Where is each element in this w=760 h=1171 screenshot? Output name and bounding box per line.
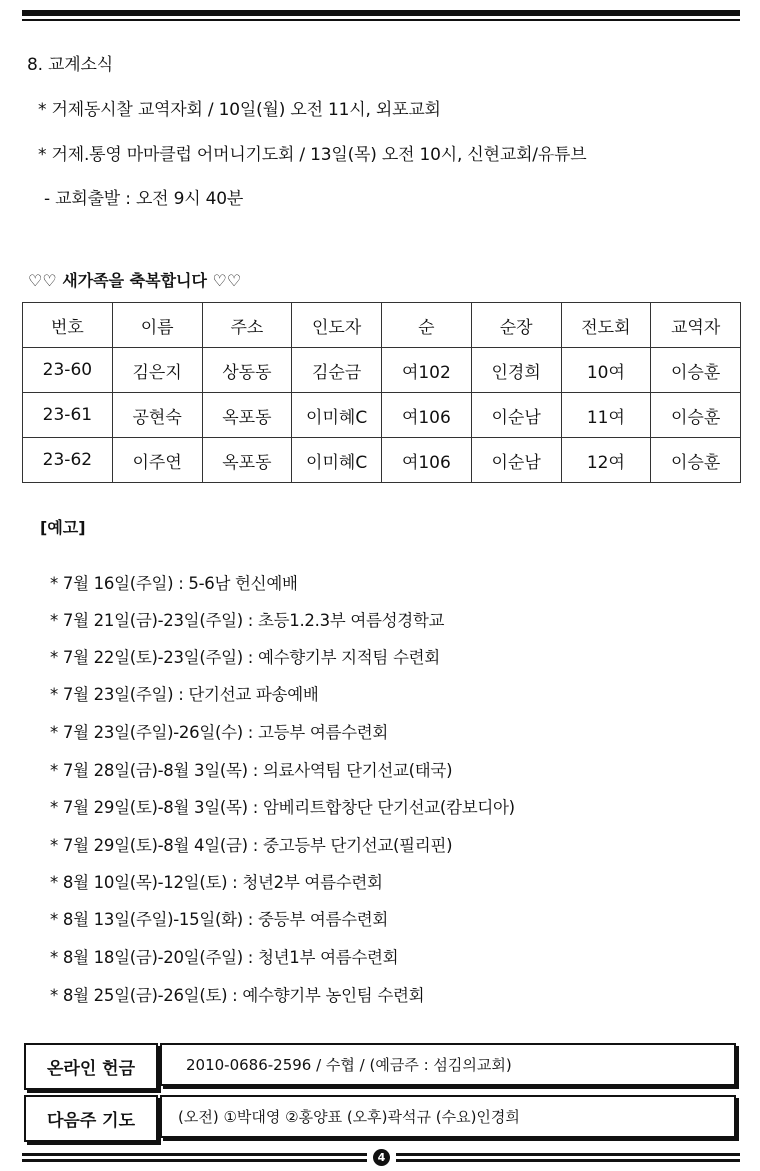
- table-cell: 여102: [382, 348, 472, 393]
- table-cell: 23-61: [23, 393, 113, 438]
- table-cell: 이승훈: [651, 393, 741, 438]
- table-cell: 옥포동: [202, 438, 292, 483]
- bottom-rule-left-2: [22, 1159, 367, 1162]
- table-cell: 이승훈: [651, 438, 741, 483]
- prayer-list: (오전) ①박대영 ②홍양표 (오후)곽석규 (수요)인경희: [160, 1095, 736, 1138]
- table-cell: 상동동: [202, 348, 292, 393]
- table-cell: 김순금: [292, 348, 382, 393]
- schedule-item: * 8월 10일(목)-12일(토) : 청년2부 여름수련회: [50, 873, 383, 892]
- header-cell: 번호: [23, 303, 113, 348]
- table-cell: 여106: [382, 438, 472, 483]
- schedule-item: * 7월 22일(토)-23일(주일) : 예수향기부 지적팀 수련회: [50, 648, 440, 667]
- table-cell: 이순남: [471, 438, 561, 483]
- news-item: * 거제동시찰 교역자회 / 10일(월) 오전 11시, 외포교회: [38, 100, 441, 120]
- schedule-item: * 7월 23일(주일)-26일(수) : 고등부 여름수련회: [50, 723, 389, 742]
- schedule-item: * 7월 29일(토)-8월 4일(금) : 중고등부 단기선교(필리핀): [50, 836, 453, 855]
- table-cell: 이미혜C: [292, 438, 382, 483]
- table-cell: 10여: [561, 348, 651, 393]
- table-header-row: [23, 303, 741, 348]
- schedule-item: * 7월 28일(금)-8월 3일(목) : 의료사역팀 단기선교(태국): [50, 761, 453, 780]
- table-cell: 23-62: [23, 438, 113, 483]
- top-rule-thin: [22, 19, 740, 21]
- table-row: [23, 348, 741, 393]
- schedule-item: * 8월 13일(주일)-15일(화) : 중등부 여름수련회: [50, 910, 389, 929]
- bottom-rule-right-2: [396, 1159, 740, 1162]
- schedule-item: * 7월 29일(토)-8월 3일(목) : 암베리트합창단 단기선교(캄보디아): [50, 798, 515, 817]
- table-cell: 23-60: [23, 348, 113, 393]
- bottom-rule-right: [396, 1153, 740, 1156]
- top-rule: [22, 10, 740, 16]
- table-cell: 옥포동: [202, 393, 292, 438]
- table-cell: 이승훈: [651, 348, 741, 393]
- new-family-title: ♡♡ 새가족을 축복합니다 ♡♡: [28, 271, 242, 290]
- table-row: [23, 393, 741, 438]
- new-family-table: [22, 302, 741, 483]
- page-number: 4: [373, 1149, 390, 1166]
- table-row: [23, 438, 741, 483]
- table-cell: 김은지: [112, 348, 202, 393]
- offering-label: 온라인 헌금: [24, 1043, 158, 1090]
- table-cell: 11여: [561, 393, 651, 438]
- header-cell: 주소: [202, 303, 292, 348]
- bottom-rule-left: [22, 1153, 367, 1156]
- header-cell: 전도회: [561, 303, 651, 348]
- section-title: 8. 교계소식: [27, 55, 113, 75]
- schedule-item: * 8월 18일(금)-20일(주일) : 청년1부 여름수련회: [50, 948, 399, 967]
- header-cell: 이름: [112, 303, 202, 348]
- preview-title: [예고]: [40, 518, 86, 537]
- header-cell: 교역자: [651, 303, 741, 348]
- schedule-item: * 7월 23일(주일) : 단기선교 파송예배: [50, 685, 319, 704]
- table-cell: 공현숙: [112, 393, 202, 438]
- news-item: * 거제.통영 마마클럽 어머니기도회 / 13일(목) 오전 10시, 신현교회/유튜브: [38, 145, 587, 165]
- table-cell: 이순남: [471, 393, 561, 438]
- offering-account: 2010-0686-2596 / 수협 / (예금주 : 섬김의교회): [160, 1043, 736, 1086]
- header-cell: 인도자: [292, 303, 382, 348]
- schedule-item: * 7월 21일(금)-23일(주일) : 초등1.2.3부 여름성경학교: [50, 611, 445, 630]
- header-cell: 순장: [471, 303, 561, 348]
- table-cell: 이주연: [112, 438, 202, 483]
- news-item: - 교회출발 : 오전 9시 40분: [44, 189, 244, 209]
- table-cell: 여106: [382, 393, 472, 438]
- header-cell: 순: [382, 303, 472, 348]
- prayer-label: 다음주 기도: [24, 1095, 158, 1142]
- schedule-item: * 8월 25일(금)-26일(토) : 예수향기부 농인팀 수련회: [50, 986, 425, 1005]
- schedule-item: * 7월 16일(주일) : 5-6남 헌신예배: [50, 574, 298, 593]
- table-cell: 12여: [561, 438, 651, 483]
- table-cell: 인경희: [471, 348, 561, 393]
- table-cell: 이미혜C: [292, 393, 382, 438]
